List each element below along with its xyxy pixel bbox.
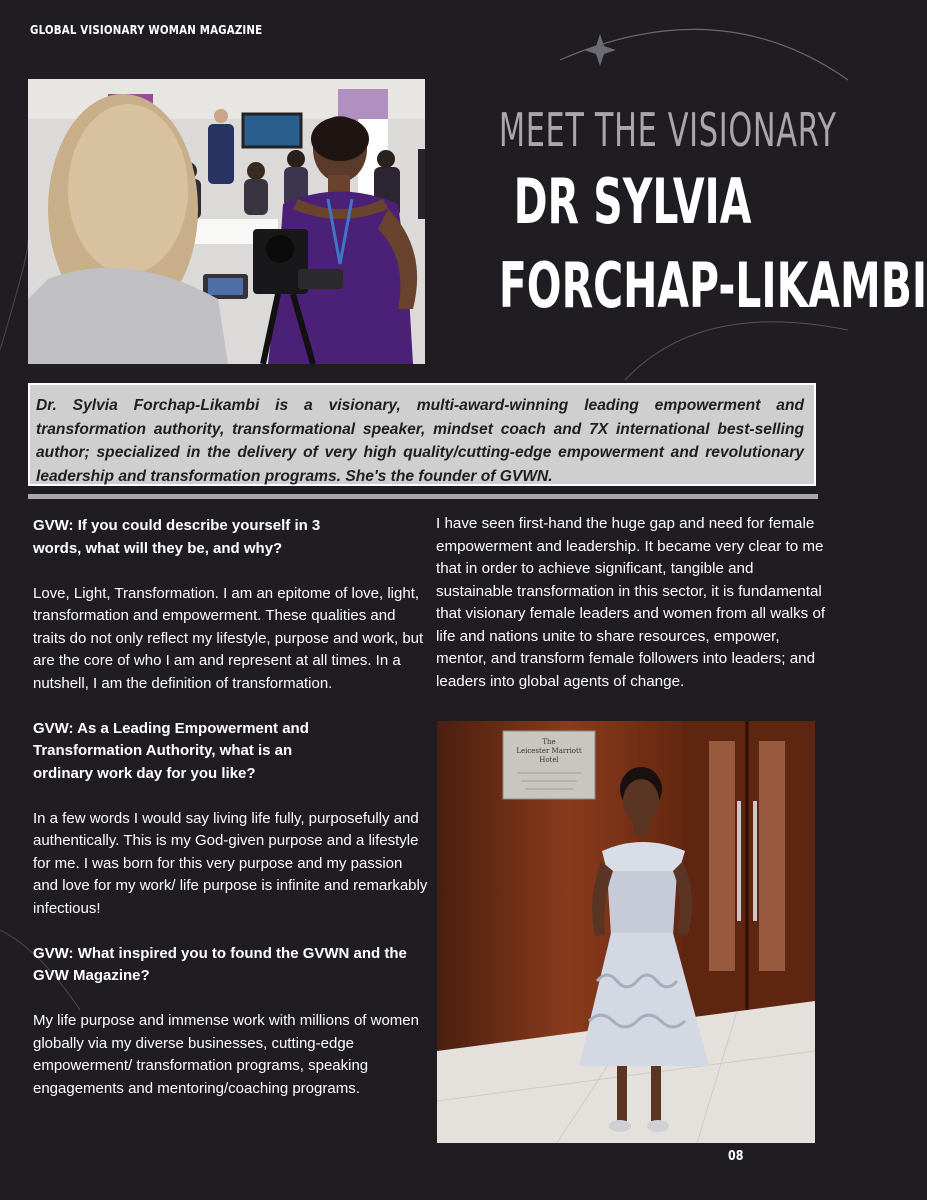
intro-text: Dr. Sylvia Forchap-Likambi is a visionary, multi-award-winning leading empowerment and transformation authority, transformational speaker, mindset coach and 7X international best-selling author; specialized in the delivery of very high quality/cutting-edge empowerment and revolutionary leadership and transformation programs. She's the founder of GVWN. (36, 397, 804, 485)
headline-name-line-1: DR SYLVIA (513, 165, 752, 238)
plaque-line-2: Leicester Marriott (516, 747, 582, 755)
headline (430, 100, 927, 328)
answer-3: My life purpose and immense work with millions of women globally via my diverse businesses, cutting-edge empowerment/ transformation programs, speaking engagements and mentoring/coaching programs. (33, 1012, 419, 1097)
headline-kicker: MEET THE VISIONARY (498, 103, 837, 157)
answer-3-continued: I have seen first-hand the huge gap and need for female empowerment and leadership. It became very clear to me that in order to achieve significant, tangible and sustainable transformation in this sector, it is fundamental that visionary female leaders and women from all walks of life and nations unite to share resources, empower, mentor, and transform female followers into leaders; and leaders into global agents of change. (436, 515, 826, 690)
question-2: GVW: As a Leading Empowerment and Transformation Authority, what is an ordinary work day for you like? (33, 719, 309, 782)
magazine-name: GLOBAL VISIONARY WOMAN MAGAZINE (30, 22, 263, 37)
sparkle-icon (584, 34, 616, 66)
answer-1: Love, Light, Transformation. I am an epitome of love, light, transformation and empowerment. These qualities and traits do not only reflect my lifestyle, purpose and work, but are the core of who I am and represent at all times. In a nutshell, I am the definition of transformation. (33, 584, 424, 692)
headline-name-line-2: FORCHAP-LIKAMBI (498, 249, 927, 322)
photo-interview-event (28, 79, 425, 364)
plaque-line-1: The (542, 738, 556, 746)
page-number: 08 (728, 1149, 744, 1164)
divider (28, 494, 818, 499)
question-1: GVW: If you could describe yourself in 3 words, what will they be, and why? (33, 517, 321, 557)
plaque-line-3: Hotel (539, 756, 559, 764)
intro-box (28, 383, 816, 486)
answer-2: In a few words I would say living life fully, purposefully and authentically. This is my God-given purpose and a lifestyle for me. I was born for this very purpose and my passion and love for my work/ life purpose is infinite and remarkably infectious! (33, 809, 428, 917)
question-3: GVW: What inspired you to found the GVWN and the GVW Magazine? (33, 944, 407, 984)
left-column (33, 515, 428, 1123)
right-column (436, 513, 831, 693)
photo-portrait (437, 721, 815, 1143)
